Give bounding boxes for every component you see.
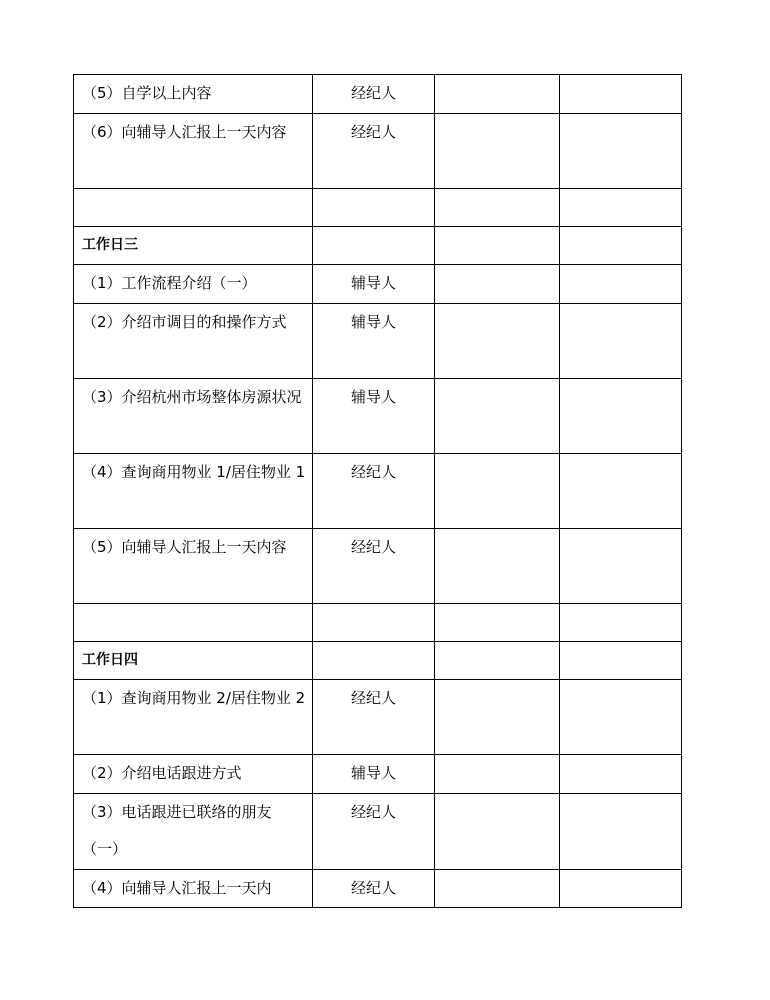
table-row — [74, 680, 682, 755]
role-cell — [313, 603, 435, 641]
empty-cell — [435, 113, 560, 188]
table-row — [74, 793, 682, 869]
task-cell: （4）向辅导人汇报上一天内 — [74, 869, 313, 908]
empty-cell — [560, 528, 682, 603]
task-cell: （1）查询商用物业 2/居住物业 2 — [74, 680, 313, 755]
empty-cell — [435, 303, 560, 378]
task-cell: （3）电话跟进已联络的朋友（一） — [74, 793, 313, 869]
role-cell: 辅导人 — [313, 303, 435, 378]
empty-cell — [435, 603, 560, 641]
empty-cell — [435, 680, 560, 755]
task-cell — [74, 603, 313, 641]
table-row — [74, 265, 682, 304]
role-cell: 辅导人 — [313, 378, 435, 453]
role-cell — [313, 641, 435, 680]
role-cell — [313, 226, 435, 265]
empty-cell — [560, 303, 682, 378]
task-cell: （2）介绍电话跟进方式 — [74, 755, 313, 794]
empty-cell — [560, 793, 682, 869]
empty-cell — [560, 641, 682, 680]
task-cell — [74, 188, 313, 226]
day-heading-cell: 工作日四 — [74, 641, 313, 680]
role-cell: 经纪人 — [313, 680, 435, 755]
empty-cell — [435, 528, 560, 603]
schedule-table-body — [74, 75, 682, 908]
empty-cell — [435, 641, 560, 680]
day-heading-cell: 工作日三 — [74, 226, 313, 265]
empty-cell — [560, 680, 682, 755]
empty-cell — [435, 75, 560, 114]
role-cell: 经纪人 — [313, 793, 435, 869]
task-cell: （1）工作流程介绍（一） — [74, 265, 313, 304]
role-cell: 辅导人 — [313, 755, 435, 794]
role-cell — [313, 188, 435, 226]
task-cell: （4）查询商用物业 1/居住物业 1 — [74, 453, 313, 528]
task-cell: （6）向辅导人汇报上一天内容 — [74, 113, 313, 188]
empty-cell — [560, 75, 682, 114]
blank-row — [74, 603, 682, 641]
role-cell: 经纪人 — [313, 113, 435, 188]
empty-cell — [560, 755, 682, 794]
day-heading-row — [74, 641, 682, 680]
empty-cell — [435, 378, 560, 453]
empty-cell — [435, 226, 560, 265]
role-cell: 辅导人 — [313, 265, 435, 304]
empty-cell — [560, 603, 682, 641]
empty-cell — [435, 755, 560, 794]
task-cell: （2）介绍市调目的和操作方式 — [74, 303, 313, 378]
task-cell: （5）自学以上内容 — [74, 75, 313, 114]
role-cell: 经纪人 — [313, 869, 435, 908]
role-cell: 经纪人 — [313, 528, 435, 603]
empty-cell — [435, 265, 560, 304]
empty-cell — [560, 869, 682, 908]
empty-cell — [435, 793, 560, 869]
empty-cell — [435, 869, 560, 908]
empty-cell — [560, 113, 682, 188]
empty-cell — [435, 188, 560, 226]
empty-cell — [560, 453, 682, 528]
table-row — [74, 75, 682, 114]
task-cell: （5）向辅导人汇报上一天内容 — [74, 528, 313, 603]
table-row — [74, 113, 682, 188]
empty-cell — [560, 265, 682, 304]
table-row — [74, 453, 682, 528]
role-cell: 经纪人 — [313, 75, 435, 114]
empty-cell — [435, 453, 560, 528]
table-row — [74, 303, 682, 378]
day-heading-row — [74, 226, 682, 265]
table-row — [74, 869, 682, 908]
table-row — [74, 378, 682, 453]
empty-cell — [560, 378, 682, 453]
role-cell: 经纪人 — [313, 453, 435, 528]
empty-cell — [560, 226, 682, 265]
empty-cell — [560, 188, 682, 226]
table-row — [74, 528, 682, 603]
blank-row — [74, 188, 682, 226]
table-row — [74, 755, 682, 794]
task-cell: （3）介绍杭州市场整体房源状况 — [74, 378, 313, 453]
schedule-table — [73, 74, 682, 908]
